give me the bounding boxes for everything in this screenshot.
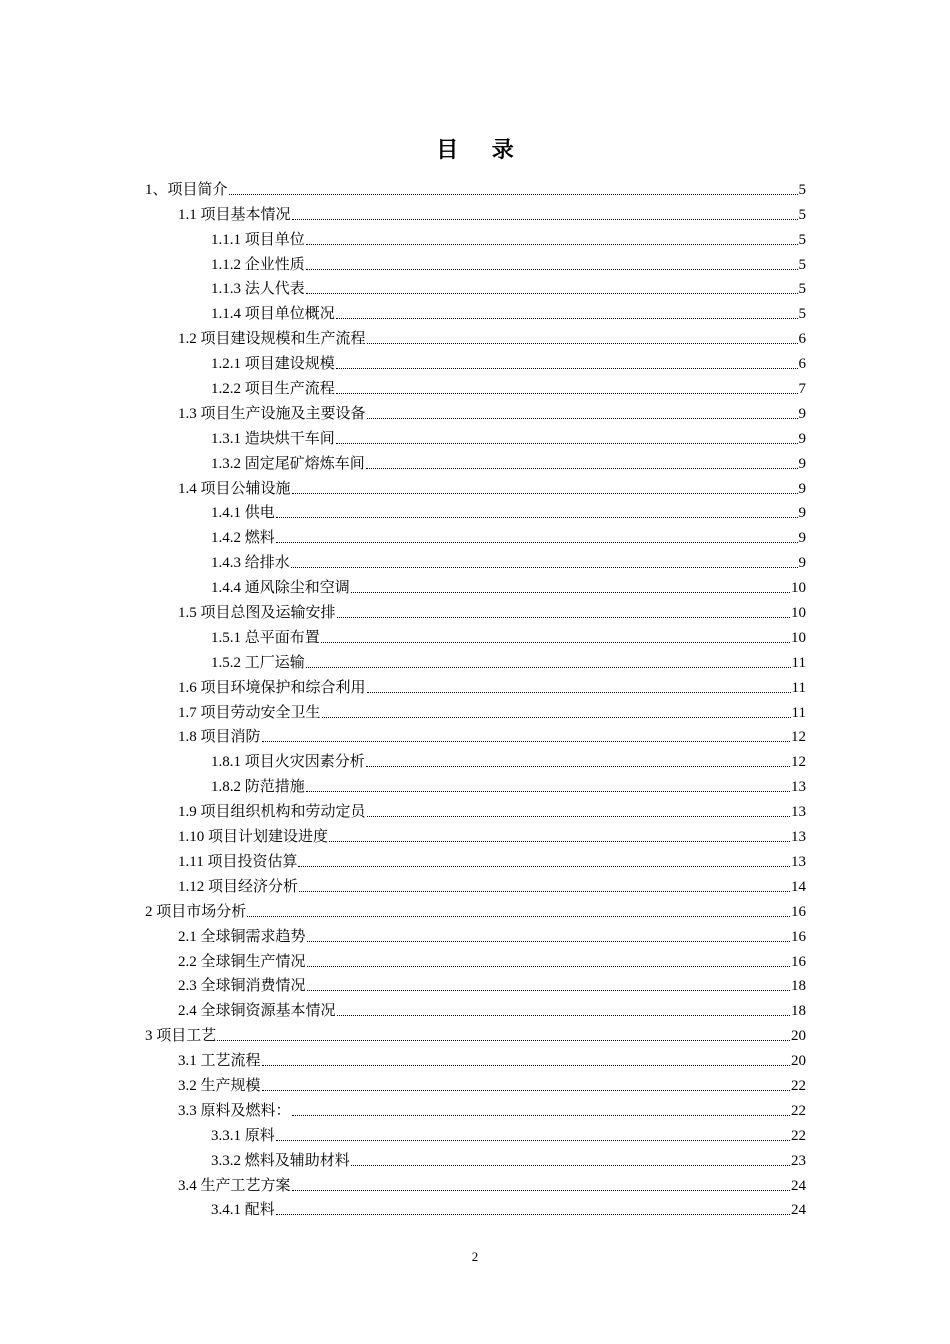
- toc-dot-leader: [306, 268, 798, 270]
- toc-dot-leader: [276, 541, 798, 543]
- toc-entry-label: 3.3.2 燃料及辅助材料: [211, 1152, 350, 1169]
- toc-dot-leader: [336, 392, 798, 394]
- toc-dot-leader: [329, 840, 790, 842]
- toc-entry-page: 11: [791, 704, 806, 721]
- toc-entry-label: 1.1.2 企业性质: [211, 256, 305, 273]
- toc-entry[interactable]: [0, 250, 806, 275]
- toc-dot-leader: [291, 566, 798, 568]
- toc-dot-leader: [367, 417, 798, 419]
- toc-dot-leader: [292, 492, 798, 494]
- toc-entry[interactable]: [0, 673, 806, 698]
- toc-dot-leader: [262, 1089, 790, 1091]
- toc-entry-page: 20: [791, 1053, 806, 1070]
- toc-entry[interactable]: [0, 947, 806, 972]
- toc-entry[interactable]: [0, 797, 806, 822]
- toc-dot-leader: [307, 940, 790, 942]
- toc-dot-leader: [366, 765, 790, 767]
- toc-entry-label: 1.3.2 固定尾矿熔炼车间: [211, 455, 365, 472]
- toc-entry-label: 1.12 项目经济分析: [178, 878, 299, 895]
- toc-entry-page: 16: [791, 928, 806, 945]
- toc-entry[interactable]: [0, 648, 806, 673]
- toc-entry-label: 1.2.1 项目建设规模: [211, 356, 335, 373]
- toc-dot-leader: [351, 591, 790, 593]
- toc-entry-label: 1.6 项目环境保护和综合利用: [178, 679, 366, 696]
- toc-entry-page: 14: [791, 878, 806, 895]
- toc-entry-label: 1.4.4 通风除尘和空调: [211, 580, 350, 597]
- toc-entry[interactable]: [0, 1196, 806, 1221]
- toc-entry[interactable]: [0, 847, 806, 872]
- toc-entry[interactable]: [0, 424, 806, 449]
- toc-dot-leader: [336, 367, 798, 369]
- toc-entry-page: 22: [791, 1077, 806, 1094]
- toc-dot-leader: [299, 890, 790, 892]
- toc-entry-page: 5: [798, 256, 806, 273]
- toc-entry-page: 9: [798, 430, 806, 447]
- toc-entry-label: 1.1 项目基本情况: [178, 206, 291, 223]
- toc-entry-page: 13: [791, 779, 806, 796]
- toc-entry-page: 13: [791, 853, 806, 870]
- toc-entry[interactable]: [0, 1171, 806, 1196]
- toc-dot-leader: [336, 317, 798, 319]
- toc-entry-page: 9: [798, 455, 806, 472]
- toc-dot-leader: [292, 218, 798, 220]
- toc-dot-leader: [262, 1064, 790, 1066]
- toc-entry-label: 1.10 项目计划建设进度: [178, 829, 329, 846]
- toc-dot-leader: [366, 467, 798, 469]
- toc-entry[interactable]: [0, 523, 806, 548]
- toc-entry[interactable]: [0, 872, 806, 897]
- toc-dot-leader: [306, 243, 798, 245]
- toc-entry[interactable]: [0, 225, 806, 250]
- toc-entry[interactable]: [0, 623, 806, 648]
- toc-entry-page: 6: [798, 356, 806, 373]
- toc-dot-leader: [262, 740, 790, 742]
- toc-entry-label: 1.5.2 工厂运输: [211, 654, 305, 671]
- toc-entry-label: 1.5.1 总平面布置: [211, 629, 320, 646]
- toc-entry[interactable]: [0, 324, 806, 349]
- toc-entry-label: 1.5 项目总图及运输安排: [178, 605, 336, 622]
- toc-dot-leader: [247, 915, 790, 917]
- toc-entry-label: 1.2.2 项目生产流程: [211, 381, 335, 398]
- toc-entry-label: 2.4 全球铜资源基本情况: [178, 1003, 336, 1020]
- toc-entry-label: 3.2 生产规模: [178, 1077, 261, 1094]
- toc-entry-label: 2.1 全球铜需求趋势: [178, 928, 306, 945]
- toc-entry-label: 3.4.1 配料: [211, 1202, 275, 1219]
- toc-dot-leader: [276, 1213, 790, 1215]
- toc-entry[interactable]: [0, 1146, 806, 1171]
- toc-dot-leader: [229, 193, 798, 195]
- toc-entry-page: 6: [798, 331, 806, 348]
- toc-entry-page: 5: [798, 231, 806, 248]
- toc-entry[interactable]: [0, 1121, 806, 1146]
- toc-entry-page: 18: [791, 1003, 806, 1020]
- toc-dot-leader: [337, 616, 790, 618]
- toc-entry[interactable]: [0, 996, 806, 1021]
- toc-entry-page: 11: [791, 654, 806, 671]
- toc-entry[interactable]: [0, 175, 806, 200]
- toc-entry-label: 1.8 项目消防: [178, 729, 261, 746]
- toc-entry-page: 5: [798, 306, 806, 323]
- toc-entry[interactable]: [0, 474, 806, 499]
- toc-dot-leader: [367, 691, 791, 693]
- toc-entry[interactable]: [0, 922, 806, 947]
- toc-entry-label: 2 项目市场分析: [145, 903, 247, 920]
- toc-entry[interactable]: [0, 772, 806, 797]
- toc-entry[interactable]: [0, 399, 806, 424]
- toc-entry-page: 24: [791, 1177, 806, 1194]
- toc-entry-label: 1.11 项目投资估算: [178, 853, 298, 870]
- toc-entry-label: 1.3.1 造块烘干车间: [211, 430, 335, 447]
- toc-entry-page: 23: [791, 1152, 806, 1169]
- toc-entry[interactable]: [0, 1046, 806, 1071]
- toc-entry[interactable]: [0, 723, 806, 748]
- toc-dot-leader: [321, 641, 790, 643]
- toc-entry-label: 1.1.3 法人代表: [211, 281, 305, 298]
- toc-entry-label: 3 项目工艺: [145, 1028, 217, 1045]
- toc-entry-page: 9: [798, 555, 806, 572]
- toc-entry-page: 9: [798, 480, 806, 497]
- toc-dot-leader: [306, 790, 790, 792]
- toc-entry[interactable]: [0, 972, 806, 997]
- toc-entry[interactable]: [0, 374, 806, 399]
- toc-entry-page: 18: [791, 978, 806, 995]
- toc-entry[interactable]: [0, 573, 806, 598]
- toc-dot-leader: [307, 965, 790, 967]
- toc-dot-leader: [217, 1039, 790, 1041]
- toc-entry[interactable]: [0, 449, 806, 474]
- toc-entry[interactable]: [0, 1096, 806, 1121]
- toc-entry[interactable]: [0, 1021, 806, 1046]
- toc-entry-label: 1.8.2 防范措施: [211, 779, 305, 796]
- toc-entry-label: 1.9 项目组织机构和劳动定员: [178, 804, 366, 821]
- table-of-contents: [0, 175, 950, 1220]
- toc-dot-leader: [306, 666, 791, 668]
- toc-entry[interactable]: [0, 698, 806, 723]
- toc-dot-leader: [337, 1014, 790, 1016]
- toc-entry-label: 1.7 项目劳动安全卫生: [178, 704, 321, 721]
- toc-dot-leader: [298, 865, 790, 867]
- toc-entry-label: 1.8.1 项目火灾因素分析: [211, 754, 365, 771]
- toc-entry-label: 1、项目简介: [145, 181, 228, 198]
- toc-entry-label: 1.2 项目建设规模和生产流程: [178, 331, 366, 348]
- toc-entry[interactable]: [0, 299, 806, 324]
- toc-entry-page: 24: [791, 1202, 806, 1219]
- toc-entry[interactable]: [0, 548, 806, 573]
- toc-entry-page: 10: [791, 580, 806, 597]
- toc-entry-page: 16: [791, 953, 806, 970]
- toc-dot-leader: [292, 1189, 790, 1191]
- toc-dot-leader: [276, 516, 798, 518]
- toc-dot-leader: [292, 1114, 790, 1116]
- toc-entry-page: 9: [798, 530, 806, 547]
- toc-dot-leader: [276, 1139, 790, 1141]
- page-number: 2: [471, 1249, 479, 1264]
- toc-entry[interactable]: [0, 747, 806, 772]
- toc-entry-label: 1.4.1 供电: [211, 505, 275, 522]
- toc-entry[interactable]: [0, 499, 806, 524]
- toc-dot-leader: [367, 815, 790, 817]
- toc-dot-leader: [367, 342, 798, 344]
- toc-entry[interactable]: [0, 822, 806, 847]
- toc-entry-label: 3.3.1 原料: [211, 1127, 275, 1144]
- toc-entry-page: 13: [791, 829, 806, 846]
- toc-dot-leader: [307, 989, 790, 991]
- toc-entry[interactable]: [0, 897, 806, 922]
- toc-entry[interactable]: [0, 349, 806, 374]
- toc-entry[interactable]: [0, 275, 806, 300]
- toc-entry-label: 2.2 全球铜生产情况: [178, 953, 306, 970]
- toc-entry-label: 2.3 全球铜消费情况: [178, 978, 306, 995]
- toc-entry-label: 1.4.3 给排水: [211, 555, 290, 572]
- toc-title: 目 录: [436, 137, 528, 162]
- toc-entry-page: 9: [798, 405, 806, 422]
- toc-entry-page: 7: [798, 381, 806, 398]
- toc-entry-page: 10: [791, 605, 806, 622]
- toc-entry[interactable]: [0, 598, 806, 623]
- toc-entry-page: 9: [798, 505, 806, 522]
- toc-dot-leader: [322, 716, 791, 718]
- toc-entry-page: 13: [791, 804, 806, 821]
- toc-dot-leader: [351, 1164, 790, 1166]
- toc-entry-page: 5: [798, 281, 806, 298]
- toc-entry-page: 22: [791, 1127, 806, 1144]
- toc-entry[interactable]: [0, 200, 806, 225]
- toc-dot-leader: [336, 442, 798, 444]
- toc-entry-label: 3.3 原料及燃料：: [178, 1102, 291, 1119]
- toc-entry-label: 1.4 项目公辅设施: [178, 480, 291, 497]
- toc-entry-page: 22: [791, 1102, 806, 1119]
- toc-entry-page: 5: [798, 206, 806, 223]
- toc-entry-page: 12: [791, 754, 806, 771]
- toc-dot-leader: [306, 292, 798, 294]
- toc-entry-page: 10: [791, 629, 806, 646]
- toc-entry-page: 16: [791, 903, 806, 920]
- toc-entry[interactable]: [0, 1071, 806, 1096]
- toc-entry-label: 1.1.4 项目单位概况: [211, 306, 335, 323]
- toc-entry-label: 3.4 生产工艺方案: [178, 1177, 291, 1194]
- toc-entry-label: 1.3 项目生产设施及主要设备: [178, 405, 366, 422]
- toc-entry-page: 20: [791, 1028, 806, 1045]
- toc-entry-label: 1.4.2 燃料: [211, 530, 275, 547]
- toc-entry-page: 5: [798, 181, 806, 198]
- toc-entry-page: 12: [791, 729, 806, 746]
- toc-entry-page: 11: [791, 679, 806, 696]
- toc-entry-label: 3.1 工艺流程: [178, 1053, 261, 1070]
- toc-entry-label: 1.1.1 项目单位: [211, 231, 305, 248]
